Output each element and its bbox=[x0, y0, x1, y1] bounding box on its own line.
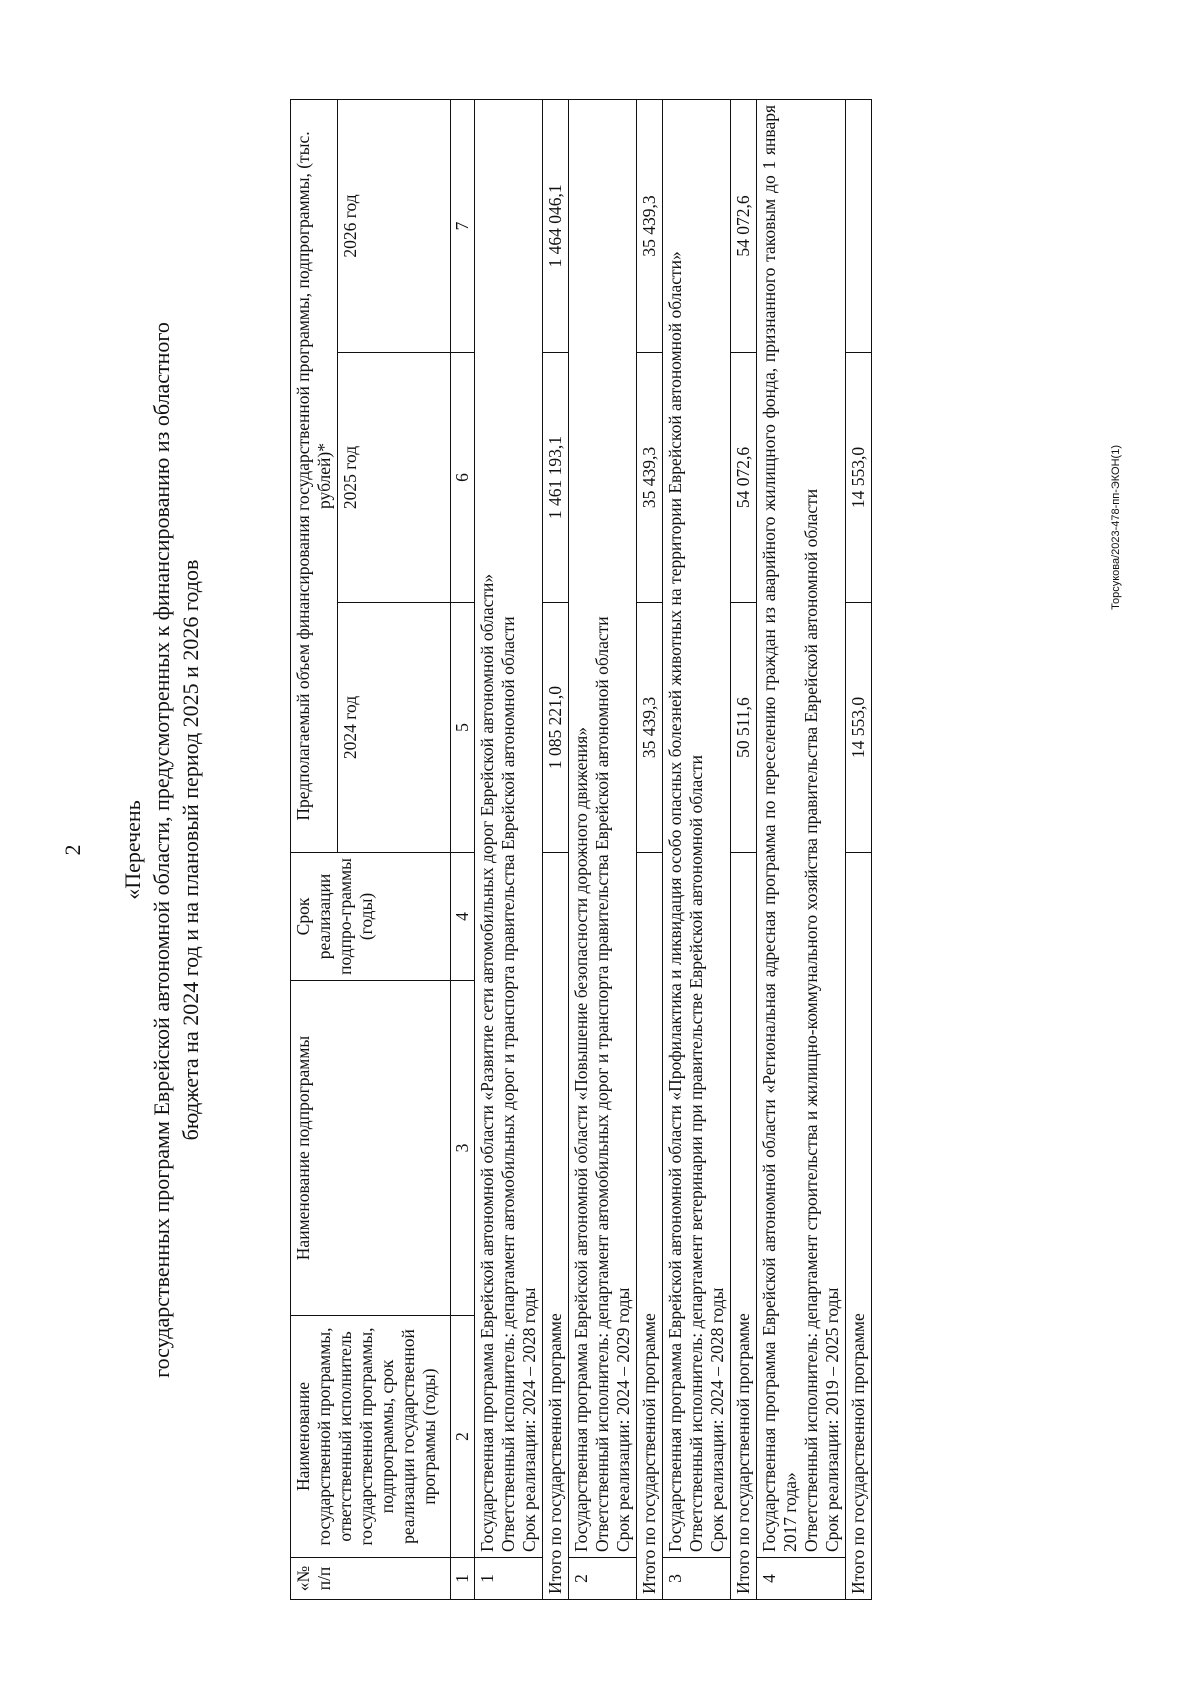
header-num: «№ п/п bbox=[291, 1558, 451, 1600]
total-2025: 14 553,0 bbox=[846, 353, 872, 603]
program-name: Государственная программа Еврейской автономной области «Региональная адресная программа по переселению граждан из аварийного жилищного фонда, признанного таковым до 1 января 2017 года» bbox=[759, 104, 800, 1552]
program-executor: Ответственный исполнитель: департамент строительства и жилищно-коммунального хозяйства правительства Еврейской автономной области bbox=[801, 488, 821, 1552]
col-num-1: 1 bbox=[451, 1558, 475, 1600]
col-num-2: 2 bbox=[451, 1316, 475, 1558]
program-total-row bbox=[637, 99, 663, 1599]
header-row-1 bbox=[291, 99, 338, 1599]
total-2025: 35 439,3 bbox=[637, 353, 663, 603]
programs-table bbox=[290, 99, 872, 1600]
program-total-row bbox=[846, 99, 872, 1599]
total-2026 bbox=[846, 99, 872, 352]
header-term: Срок реализации подпро-граммы (годы) bbox=[291, 853, 451, 981]
header-2025: 2025 год bbox=[338, 353, 451, 603]
program-num: 4 bbox=[757, 1558, 846, 1600]
total-2026: 54 072,6 bbox=[731, 99, 757, 352]
program-num: 1 bbox=[475, 1558, 543, 1600]
total-2024: 1 085 221,0 bbox=[543, 603, 569, 853]
total-2024: 50 511,6 bbox=[731, 603, 757, 853]
col-num-4: 4 bbox=[451, 853, 475, 981]
total-2024: 35 439,3 bbox=[637, 603, 663, 853]
total-2025: 1 461 193,1 bbox=[543, 353, 569, 603]
total-2025: 54 072,6 bbox=[731, 353, 757, 603]
program-total-row bbox=[731, 99, 757, 1599]
header-subprogram: Наименование подпрограммы bbox=[291, 981, 451, 1316]
program-term: Срок реализации: 2019 – 2025 годы bbox=[822, 1287, 842, 1552]
total-2026: 35 439,3 bbox=[637, 99, 663, 352]
column-numbers-row bbox=[451, 99, 475, 1599]
program-description bbox=[569, 99, 637, 1557]
program-term: Срок реализации: 2024 – 2028 годы bbox=[707, 1287, 727, 1552]
total-2024: 14 553,0 bbox=[846, 603, 872, 853]
program-description bbox=[663, 99, 731, 1557]
document-title bbox=[118, 100, 205, 1600]
program-row bbox=[757, 99, 846, 1599]
header-2024: 2024 год bbox=[338, 603, 451, 853]
title-line-2: государственных программ Еврейской автономной области, предусмотренных к финансированию из областного bbox=[149, 322, 174, 1378]
header-funding: Предполагаемый объем финансирования государственной программы, подпрограммы, (тыс. рублей)* bbox=[291, 99, 338, 852]
header-2026: 2026 год bbox=[338, 99, 451, 352]
total-label: Итого по государственной программе bbox=[846, 853, 872, 1600]
col-num-5: 5 bbox=[451, 603, 475, 853]
program-term: Срок реализации: 2024 – 2028 годы bbox=[519, 1287, 539, 1552]
rotated-page bbox=[60, 100, 1122, 1600]
program-total-row bbox=[543, 99, 569, 1599]
program-row bbox=[569, 99, 637, 1599]
program-description bbox=[757, 99, 846, 1557]
col-num-6: 6 bbox=[451, 353, 475, 603]
total-label: Итого по государственной программе bbox=[543, 853, 569, 1600]
program-name: Государственная программа Еврейской автономной области «Профилактика и ликвидация особо опасных болезней животных на территории Еврейской автономной области» bbox=[665, 251, 685, 1552]
document-footer-code: Торсукова/2023-478-пп-ЭКОН(1) bbox=[1110, 445, 1122, 610]
col-num-3: 3 bbox=[451, 981, 475, 1316]
program-executor: Ответственный исполнитель: департамент ветеринарии при правительстве Еврейской автономной области bbox=[686, 754, 706, 1552]
title-line-1: «Перечень bbox=[120, 800, 145, 900]
program-num: 2 bbox=[569, 1558, 637, 1600]
program-executor: Ответственный исполнитель: департамент автомобильных дорог и транспорта правительства Еврейской автономной области bbox=[592, 616, 612, 1552]
col-num-7: 7 bbox=[451, 99, 475, 352]
document-sheet bbox=[60, 100, 1122, 1600]
program-executor: Ответственный исполнитель: департамент автомобильных дорог и транспорта правительства Еврейской автономной области bbox=[498, 616, 518, 1552]
program-term: Срок реализации: 2024 – 2029 годы bbox=[613, 1287, 633, 1552]
header-program: Наименование государственной программы, ответственный исполнитель государственной программы, подпрограммы, срок реализации государственной программы (годы) bbox=[291, 1316, 451, 1558]
program-description bbox=[475, 99, 543, 1557]
total-label: Итого по государственной программе bbox=[637, 853, 663, 1600]
title-line-3: бюджета на 2024 год и на плановый период 2025 и 2026 годов bbox=[178, 559, 203, 1141]
program-num: 3 bbox=[663, 1558, 731, 1600]
total-label: Итого по государственной программе bbox=[731, 853, 757, 1600]
program-name: Государственная программа Еврейской автономной области «Развитие сети автомобильных дорог Еврейской автономной области» bbox=[477, 573, 497, 1552]
program-name: Государственная программа Еврейской автономной области «Повышение безопасности дорожного движения» bbox=[571, 727, 591, 1552]
page-number: 2 bbox=[60, 844, 85, 856]
program-row bbox=[475, 99, 543, 1599]
program-row bbox=[663, 99, 731, 1599]
total-2026: 1 464 046,1 bbox=[543, 99, 569, 352]
